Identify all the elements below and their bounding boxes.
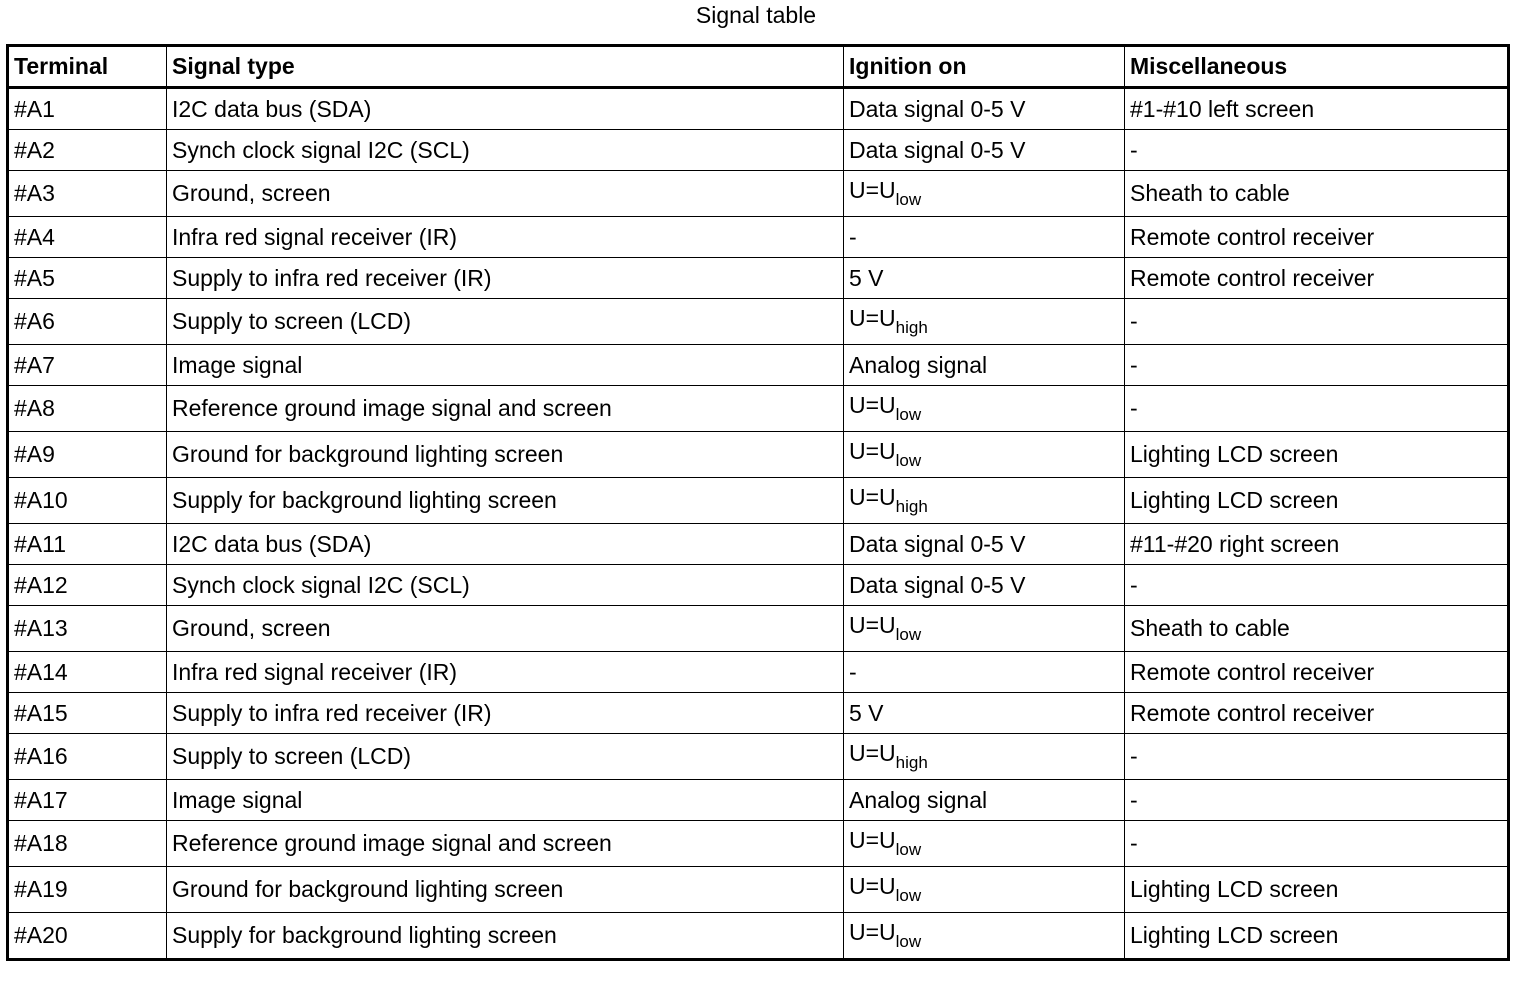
cell-miscellaneous: - [1125,299,1509,345]
table-row [8,734,1509,780]
table-row [8,258,1509,299]
table-body [8,88,1509,960]
ignition-value: 5 V [849,699,884,726]
table-row [8,171,1509,217]
cell-signal-type: Supply for background lighting screen [167,913,844,960]
ignition-subscript: high [895,497,928,516]
cell-terminal: #A12 [8,565,167,606]
cell-miscellaneous: Lighting LCD screen [1125,913,1509,960]
cell-signal-type: Infra red signal receiver (IR) [167,217,844,258]
cell-ignition-on [844,299,1125,345]
header-terminal: Terminal [8,46,167,88]
cell-terminal: #A2 [8,130,167,171]
cell-signal-type: Supply to screen (LCD) [167,299,844,345]
ignition-value: Data signal 0-5 V [849,136,1026,163]
cell-terminal: #A1 [8,88,167,130]
cell-signal-type: Ground for background lighting screen [167,867,844,913]
cell-terminal: #A8 [8,386,167,432]
cell-terminal: #A5 [8,258,167,299]
cell-terminal: #A7 [8,345,167,386]
cell-miscellaneous: - [1125,565,1509,606]
cell-terminal: #A11 [8,524,167,565]
ignition-value: 5 V [849,264,884,291]
table-row [8,606,1509,652]
cell-ignition-on [844,821,1125,867]
cell-terminal: #A9 [8,432,167,478]
ignition-subscript: low [895,932,922,951]
cell-terminal: #A20 [8,913,167,960]
table-row [8,867,1509,913]
cell-miscellaneous: - [1125,130,1509,171]
cell-miscellaneous: #1-#10 left screen [1125,88,1509,130]
ignition-value: U=U [849,612,896,638]
cell-miscellaneous: #11-#20 right screen [1125,524,1509,565]
ignition-value: U=U [849,484,896,510]
table-row [8,217,1509,258]
table-row [8,565,1509,606]
ignition-value: Analog signal [849,786,988,813]
cell-terminal: #A15 [8,693,167,734]
ignition-value: - [849,223,857,250]
cell-ignition-on [844,780,1125,821]
ignition-value: U=U [849,305,896,331]
cell-miscellaneous: Remote control receiver [1125,217,1509,258]
cell-miscellaneous: Remote control receiver [1125,258,1509,299]
table-row [8,130,1509,171]
cell-terminal: #A18 [8,821,167,867]
ignition-subscript: low [895,625,922,644]
cell-signal-type: Ground for background lighting screen [167,432,844,478]
cell-signal-type: Synch clock signal I2C (SCL) [167,565,844,606]
cell-miscellaneous: Lighting LCD screen [1125,867,1509,913]
ignition-value: U=U [849,827,896,853]
cell-ignition-on [844,217,1125,258]
cell-miscellaneous: Remote control receiver [1125,652,1509,693]
cell-miscellaneous: - [1125,780,1509,821]
ignition-value: U=U [849,177,896,203]
ignition-subscript: low [895,840,922,859]
cell-signal-type: Image signal [167,780,844,821]
cell-terminal: #A6 [8,299,167,345]
header-ignition-on: Ignition on [844,46,1125,88]
table-row [8,524,1509,565]
ignition-value: Analog signal [849,351,988,378]
table-row [8,652,1509,693]
ignition-value: U=U [849,438,896,464]
cell-miscellaneous: - [1125,386,1509,432]
table-row [8,386,1509,432]
cell-terminal: #A17 [8,780,167,821]
cell-signal-type: Infra red signal receiver (IR) [167,652,844,693]
cell-signal-type: Reference ground image signal and screen [167,386,844,432]
ignition-value: Data signal 0-5 V [849,530,1026,557]
cell-miscellaneous: - [1125,734,1509,780]
ignition-subscript: low [895,451,922,470]
cell-terminal: #A13 [8,606,167,652]
cell-terminal: #A19 [8,867,167,913]
ignition-value: U=U [849,919,896,945]
table-header-row [8,46,1509,88]
cell-miscellaneous: Lighting LCD screen [1125,432,1509,478]
cell-signal-type: Supply to infra red receiver (IR) [167,258,844,299]
cell-signal-type: I2C data bus (SDA) [167,524,844,565]
cell-terminal: #A14 [8,652,167,693]
cell-ignition-on [844,432,1125,478]
cell-miscellaneous: Sheath to cable [1125,171,1509,217]
cell-signal-type: Image signal [167,345,844,386]
table-row [8,821,1509,867]
cell-ignition-on [844,652,1125,693]
cell-terminal: #A16 [8,734,167,780]
cell-signal-type: Supply for background lighting screen [167,478,844,524]
ignition-value: Data signal 0-5 V [849,571,1026,598]
cell-terminal: #A3 [8,171,167,217]
table-row [8,432,1509,478]
cell-signal-type: Ground, screen [167,171,844,217]
cell-ignition-on [844,171,1125,217]
signal-table [6,44,1510,961]
table-row [8,345,1509,386]
cell-ignition-on [844,565,1125,606]
cell-ignition-on [844,606,1125,652]
header-miscellaneous: Miscellaneous [1125,46,1509,88]
cell-ignition-on [844,867,1125,913]
cell-ignition-on [844,734,1125,780]
cell-signal-type: Reference ground image signal and screen [167,821,844,867]
table-row [8,478,1509,524]
cell-ignition-on [844,524,1125,565]
cell-miscellaneous: Lighting LCD screen [1125,478,1509,524]
cell-ignition-on [844,913,1125,960]
ignition-value: U=U [849,740,896,766]
cell-ignition-on [844,258,1125,299]
cell-signal-type: Synch clock signal I2C (SCL) [167,130,844,171]
ignition-value: U=U [849,392,896,418]
table-row [8,299,1509,345]
cell-ignition-on [844,88,1125,130]
cell-ignition-on [844,693,1125,734]
table-row [8,913,1509,960]
ignition-subscript: low [895,190,922,209]
cell-signal-type: Supply to screen (LCD) [167,734,844,780]
cell-ignition-on [844,345,1125,386]
header-signal-type: Signal type [167,46,844,88]
table-row [8,780,1509,821]
table-caption: Signal table [695,2,817,28]
cell-ignition-on [844,478,1125,524]
cell-terminal: #A10 [8,478,167,524]
ignition-subscript: low [895,405,922,424]
ignition-value: Data signal 0-5 V [849,95,1026,122]
cell-miscellaneous: Remote control receiver [1125,693,1509,734]
cell-miscellaneous: - [1125,345,1509,386]
ignition-subscript: high [895,753,928,772]
ignition-value: U=U [849,873,896,899]
table-row [8,88,1509,130]
ignition-subscript: high [895,318,928,337]
cell-signal-type: Supply to infra red receiver (IR) [167,693,844,734]
ignition-value: - [849,658,857,685]
cell-ignition-on [844,130,1125,171]
cell-ignition-on [844,386,1125,432]
table-row [8,693,1509,734]
cell-terminal: #A4 [8,217,167,258]
cell-signal-type: Ground, screen [167,606,844,652]
cell-miscellaneous: Sheath to cable [1125,606,1509,652]
cell-miscellaneous: - [1125,821,1509,867]
ignition-subscript: low [895,886,922,905]
cell-signal-type: I2C data bus (SDA) [167,88,844,130]
